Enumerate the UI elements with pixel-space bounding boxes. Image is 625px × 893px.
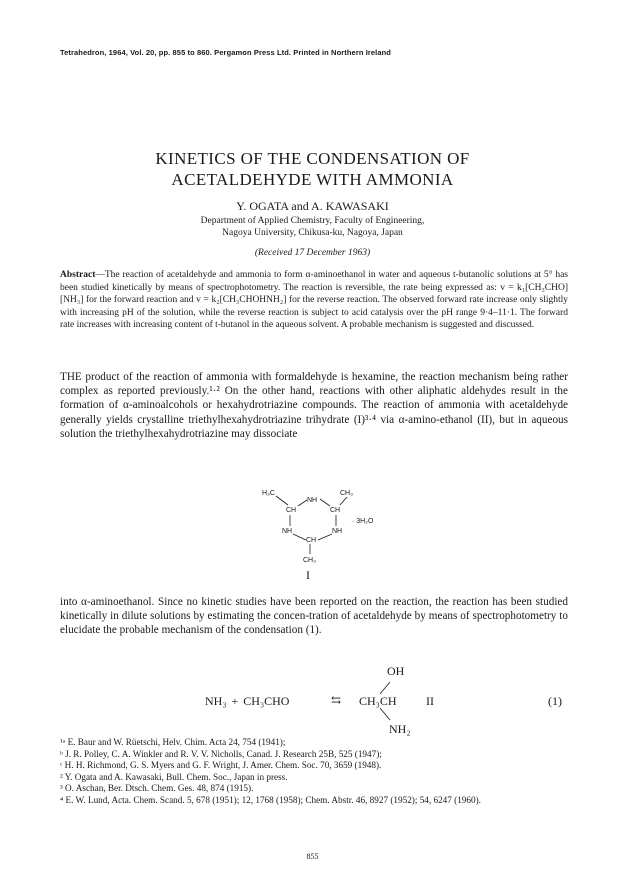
abstract-label: Abstract [60, 270, 96, 280]
title-line-1: KINETICS OF THE CONDENSATION OF [155, 149, 470, 168]
paper-title [0, 148, 625, 190]
equation-nh2: NH₂ [389, 722, 411, 736]
affiliation-line-1: Department of Applied Chemistry, Faculty of Engineering, [200, 216, 425, 226]
body-paragraph-1: THE product of the reaction of ammonia with formaldehyde is hexamine, the reaction mechanism being rather complex as reported previously.¹·² On the other hand, reactions with other aliphatic aldehydes result in the formation of α-aminoalcohols or hexahydrotriazine compounds. The reaction of ammonia with acetaldehyde generally yields crystalline triethylhexahydrotriazine trihydrate (I)³·⁴ via α-amino-ethanol (II), but in aqueous solution the triethylhexahydrotriazine may dissociate [60, 371, 568, 440]
received-date: (Received 17 December 1963) [254, 248, 371, 258]
references [60, 737, 570, 807]
equation-oh: OH [387, 664, 405, 678]
reference-item: ² Y. Ogata and A. Kawasaki, Bull. Chem. Soc., Japan in press. [60, 771, 288, 782]
struct-bonds [276, 496, 347, 554]
structure-I-label: I [306, 568, 310, 582]
struct-nh-right: NH [332, 528, 343, 535]
affiliation-line-2: Nagoya University, Chikusa-ku, Nagoya, Japan [222, 228, 403, 238]
struct-nh-top: NH [307, 497, 318, 504]
equation-product: CH₃CH [359, 694, 397, 708]
struct-water: · 3H₂O [352, 518, 374, 525]
struct-nh-left: NH [282, 528, 293, 535]
title-line-2: ACETALDEHYDE WITH AMMONIA [171, 170, 454, 189]
reference-item: ¹ᵃ E. Baur and W. Rüetschi, Helv. Chim. Acta 24, 754 (1941); [60, 737, 286, 747]
equation-number: (1) [548, 694, 562, 708]
authors: Y. OGATA and A. KAWASAKI [236, 199, 389, 213]
struct-ch3-top: CH₃ [340, 490, 353, 497]
struct-ch-left: CH [286, 507, 297, 514]
struct-ch3-bottom: CH₃ [303, 557, 316, 564]
equation-compound-label: II [426, 694, 434, 708]
abstract [60, 269, 568, 332]
reference-item: ⁴ E. W. Lund, Acta. Chem. Scand. 5, 678 (1951); 12, 1768 (1958); Chem. Abstr. 46, 8927 (1952); 54, 6247 (1960). [60, 794, 481, 805]
affiliation [0, 215, 625, 239]
struct-ch-bottom: CH [306, 537, 317, 544]
abstract-text: —The reaction of acetaldehyde and ammonia to form α-aminoethanol in water and aqueous t-butanolic solutions at 5° has been studied kinetically by means of spectrophotometry. The reaction is reversible, the rate being expressed as: v = k₁[CH₃CHO][NH₃] for the forward reaction and v = k₂[CH₃CHOHNH₂] for the reverse reaction. The observed forward rate increase only slightly with increasing pH of the solution, while the reverse reaction is subject to acid catalysis over the pH range 9·4–11·1. The forward rate increases with increasing content of t-butanol in the aqueous solvent. A probable mechanism is suggested and discussed. [60, 270, 568, 331]
structure-I-diagram [240, 485, 400, 600]
journal-header: Tetrahedron, 1964, Vol. 20, pp. 855 to 860. Pergamon Press Ltd. Printed in Northern Ireland [60, 48, 391, 57]
reference-item: ³ O. Aschan, Ber. Dtsch. Chem. Ges. 48, 874 (1915). [60, 783, 254, 794]
reference-item: ᶜ H. H. Richmond, G. S. Myers and G. F. Wright, J. Amer. Chem. Soc. 70, 3659 (1948). [60, 760, 382, 771]
page-number: 855 [306, 852, 319, 861]
equation-arrow: ⇆ [331, 693, 342, 707]
equation-reactants: NH₃ + CH₃CHO [205, 694, 290, 708]
struct-h3c: H₃C [262, 490, 275, 497]
reference-item: ᵇ J. R. Polley, C. A. Winkler and R. V. V. Nicholls, Canad. J. Research 25B, 525 (1947); [60, 748, 382, 759]
struct-ch-right: CH [330, 507, 341, 514]
body-paragraph-2: into α-aminoethanol. Since no kinetic studies have been reported on the reaction, the reaction has been studied kinetically in dilute solutions by estimating the concen-tration of acetaldehyde by means of spectrophotometry to elucidate the probable mechanism of the condensation (1). [60, 596, 568, 637]
